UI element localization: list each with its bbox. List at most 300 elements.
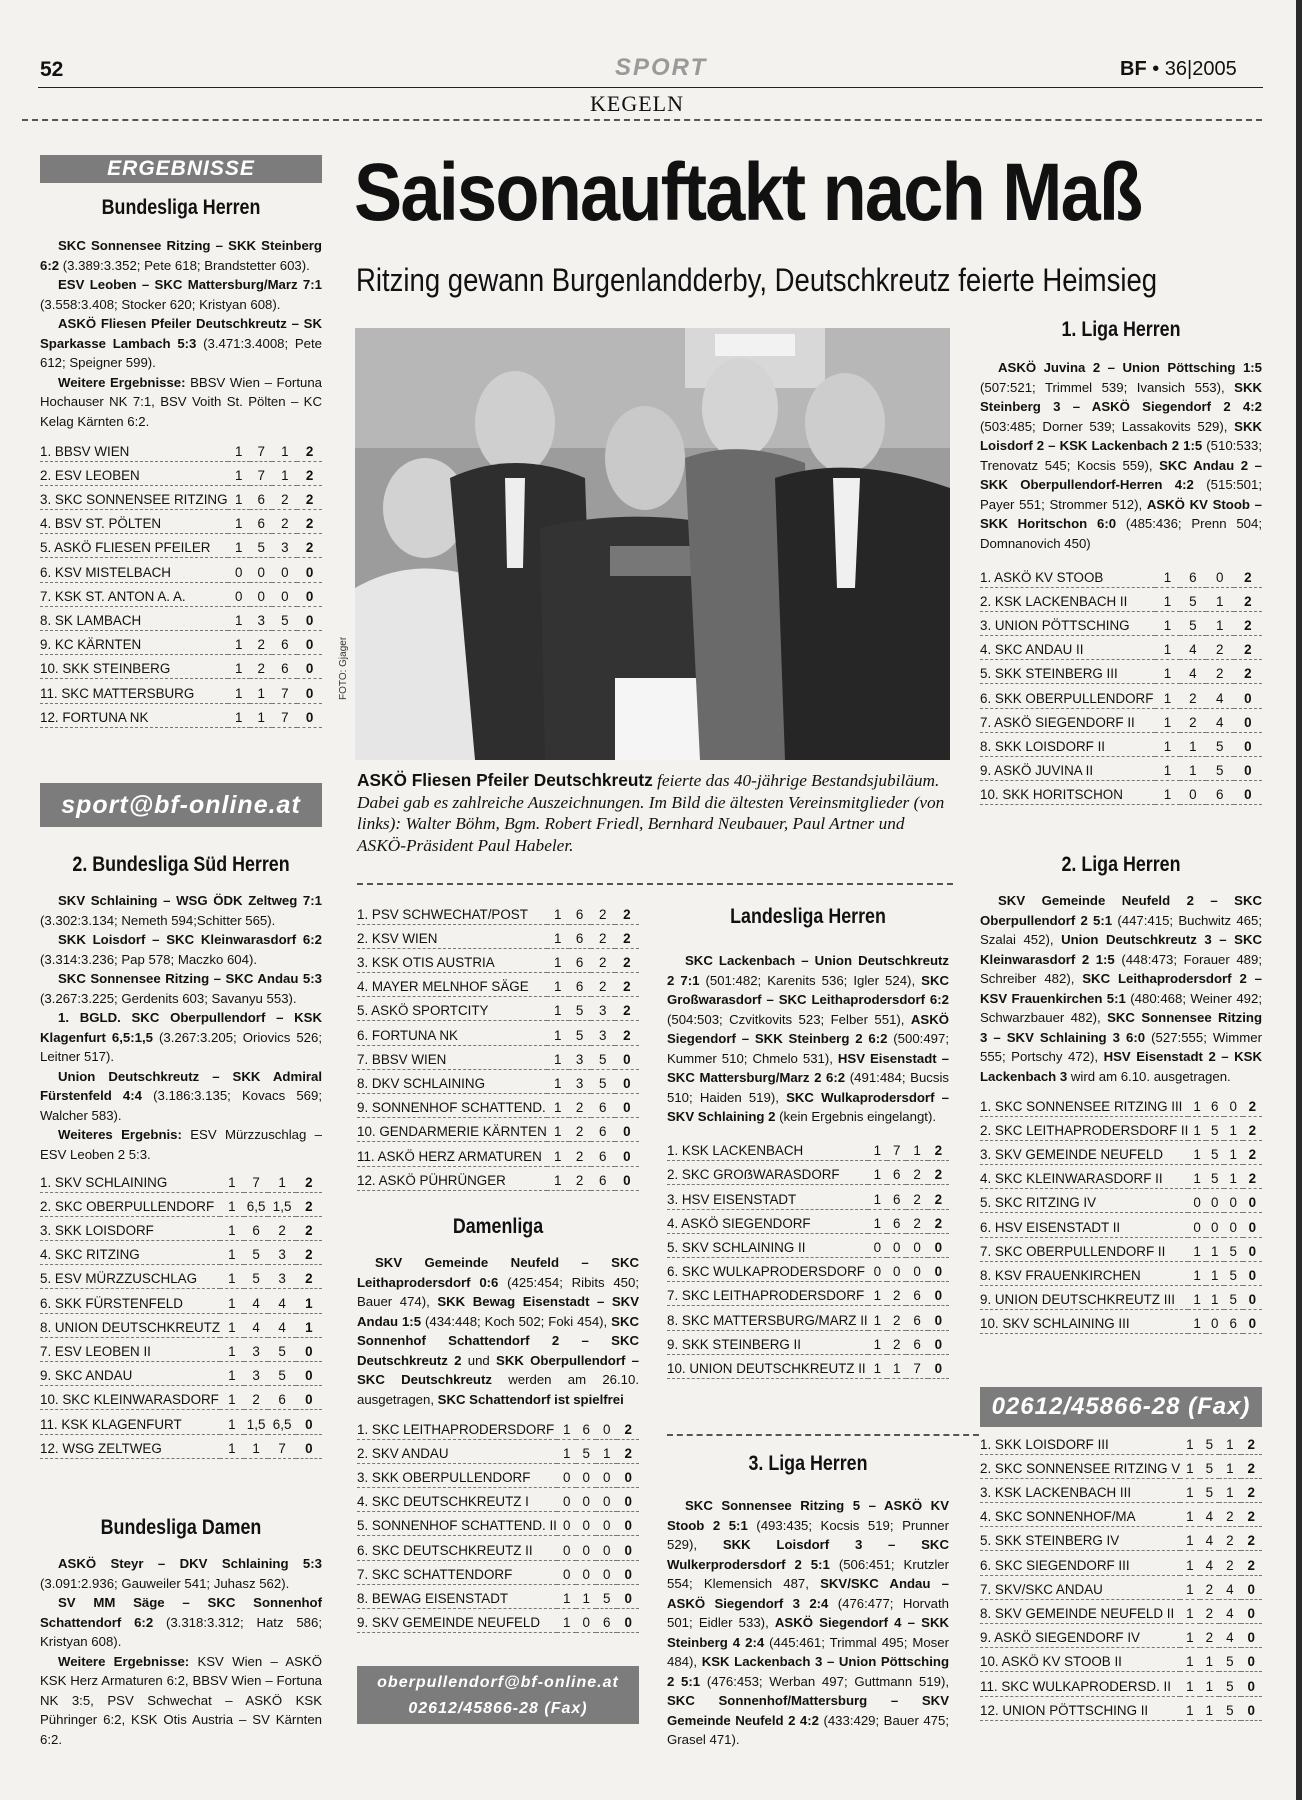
stat-cell: 6 <box>887 1209 906 1233</box>
stat-cell: 0 <box>1206 1310 1224 1334</box>
points-cell: 0 <box>928 1233 949 1257</box>
team-name-cell: 3. HSV EISENSTADT <box>667 1185 868 1209</box>
stat-cell: 1 <box>228 703 250 727</box>
stat-cell: 1 <box>228 485 250 509</box>
stat-cell: 2 <box>906 1161 927 1185</box>
team-name-cell: 3. SKK LOISDORF <box>40 1216 220 1240</box>
stat-cell: 2 <box>887 1282 906 1306</box>
points-cell: 0 <box>1243 1261 1262 1285</box>
team-name-cell: 4. SKC KLEINWARASDORF II <box>980 1165 1188 1189</box>
stat-cell: 0 <box>576 1609 596 1633</box>
stat-cell: 1 <box>1180 1672 1200 1696</box>
stat-cell: 0 <box>576 1536 596 1560</box>
stat-cell: 1 <box>547 1094 569 1118</box>
stat-cell: 2 <box>1200 1575 1220 1599</box>
points-cell: 2 <box>1241 1551 1262 1575</box>
stat-cell: 6 <box>272 655 297 679</box>
stat-cell: 5 <box>1206 732 1234 756</box>
stat-cell: 4 <box>1180 636 1205 660</box>
stat-cell: 0 <box>1224 1189 1243 1213</box>
points-cell: 2 <box>296 1265 322 1289</box>
stat-cell: 2 <box>1180 708 1205 732</box>
stat-cell: 2 <box>272 485 297 509</box>
stat-cell: 5 <box>591 1069 615 1093</box>
bundesliga-herren-table <box>40 437 322 728</box>
stat-cell: 0 <box>576 1560 596 1584</box>
section-label: SPORT <box>615 54 708 81</box>
table-row <box>980 1551 1262 1575</box>
bundesliga2-title: 2. Bundesliga Süd Herren <box>72 853 290 876</box>
table-row <box>980 1648 1262 1672</box>
points-cell: 2 <box>297 534 322 558</box>
stat-cell: 2 <box>250 655 272 679</box>
stat-cell: 1 <box>220 1241 244 1265</box>
stat-cell: 5 <box>569 1021 591 1045</box>
stat-cell: 1 <box>547 1142 569 1166</box>
points-cell: 0 <box>1241 1648 1262 1672</box>
team-name-cell: 2. SKC GROẞWARASDORF <box>667 1161 868 1185</box>
stat-cell: 0 <box>576 1512 596 1536</box>
stat-cell: 5 <box>596 1584 617 1608</box>
table-row <box>980 781 1262 805</box>
table-row <box>980 1237 1262 1261</box>
table-row <box>980 1261 1262 1285</box>
stat-cell: 4 <box>1180 660 1205 684</box>
table-row <box>980 1599 1262 1623</box>
table-row <box>40 1216 322 1240</box>
stat-cell: 2 <box>272 510 297 534</box>
liga1-results: ASKÖ Juvina 2 – Union Pöttsching 1:5 (507:521; Trimmel 539; Ivansich 553), SKK Steinberg 3 – ASKÖ Siegendorf 2 4:2 (503:485; Dorner 539; Lassakovits 529), SKK Loisdorf 2 – KSK Lackenbach 2 1:5 (510:533; Trenovatz 545; Kocsis 559), SKC Andau 2 – SKK Oberpullendorf-Herren 4:2 (515:501; Payer 551; Strommer 512), ASKÖ KV Stoob – SKK Horitschon 6:0 (485:436; Prenn 504; Domnanovich 450) <box>980 360 1262 551</box>
stat-cell: 0 <box>1188 1213 1206 1237</box>
stat-cell: 3 <box>272 534 297 558</box>
stat-cell: 0 <box>250 558 272 582</box>
team-name-cell: 1. KSK LACKENBACH <box>667 1137 868 1161</box>
table-row <box>980 1575 1262 1599</box>
stat-cell: 1 <box>250 703 272 727</box>
stat-cell: 6 <box>569 900 591 924</box>
stat-cell: 5 <box>569 997 591 1021</box>
stat-cell: 7 <box>272 703 297 727</box>
table-row <box>357 1166 639 1190</box>
stat-cell: 0 <box>576 1488 596 1512</box>
points-cell: 0 <box>1243 1237 1262 1261</box>
team-name-cell: 3. SKK OBERPULLENDORF <box>357 1463 557 1487</box>
team-name-cell: 7. SKV/SKC ANDAU <box>980 1575 1180 1599</box>
points-cell: 2 <box>928 1137 949 1161</box>
points-cell: 0 <box>928 1282 949 1306</box>
stat-cell: 6 <box>596 1609 617 1633</box>
stat-cell: 6 <box>250 510 272 534</box>
stat-cell: 6,5 <box>244 1192 269 1216</box>
stat-cell: 1 <box>268 1168 295 1192</box>
stat-cell: 0 <box>1206 1213 1224 1237</box>
team-name-cell: 5. SKK STEINBERG III <box>980 660 1155 684</box>
stat-cell: 0 <box>868 1233 887 1257</box>
stat-cell: 3 <box>244 1362 269 1386</box>
table-row <box>667 1209 949 1233</box>
stat-cell: 6,5 <box>268 1410 295 1434</box>
points-cell: 2 <box>1234 660 1262 684</box>
table-row <box>40 1337 322 1361</box>
points-cell: 2 <box>1243 1140 1262 1164</box>
stat-cell: 1 <box>220 1434 244 1458</box>
caption-dashed-rule <box>357 883 953 885</box>
points-cell: 1 <box>296 1289 322 1313</box>
stat-cell: 2 <box>1200 1624 1220 1648</box>
table-row <box>357 1439 639 1463</box>
points-cell: 0 <box>296 1386 322 1410</box>
stat-cell: 2 <box>250 631 272 655</box>
points-cell: 0 <box>1234 781 1262 805</box>
stat-cell: 0 <box>557 1560 577 1584</box>
team-name-cell: 6. KSV MISTELBACH <box>40 558 228 582</box>
team-name-cell: 4. SKC DEUTSCHKREUTZ I <box>357 1488 557 1512</box>
team-name-cell: 2. SKC LEITHAPRODERSDORF II <box>980 1116 1188 1140</box>
team-name-cell: 5. ASKÖ SPORTCITY <box>357 997 547 1021</box>
team-name-cell: 7. SKC LEITHAPRODERSDORF <box>667 1282 868 1306</box>
points-cell: 1 <box>296 1313 322 1337</box>
stat-cell: 2 <box>1206 636 1234 660</box>
table-row <box>357 900 639 924</box>
stat-cell: 1,5 <box>244 1410 269 1434</box>
photo-caption: ASKÖ Fliesen Pfeiler Deutschkreutz feierte das 40-jährige Bestandsjubiläum. Dabei gab es zahlreiche Auszeichnungen. Im Bild die ältesten Vereinsmitglieder (von links): Walter Böhm, Bgm. Robert Friedl, Bernhard Neubauer, Paul Artner und ASKÖ-Präsident Paul Habeler. <box>357 770 945 855</box>
points-cell: 0 <box>1234 708 1262 732</box>
points-cell: 0 <box>617 1512 639 1536</box>
stat-cell: 1 <box>547 948 569 972</box>
team-name-cell: 2. SKC SONNENSEE RITZING V <box>980 1454 1180 1478</box>
stat-cell: 1 <box>557 1609 577 1633</box>
team-name-cell: 12. UNION PÖTTSCHING II <box>980 1696 1180 1720</box>
stat-cell: 4 <box>268 1313 295 1337</box>
points-cell: 2 <box>615 997 639 1021</box>
table-row <box>980 563 1262 587</box>
stat-cell: 5 <box>1219 1696 1240 1720</box>
stat-cell: 4 <box>268 1289 295 1313</box>
team-name-cell: 2. SKV ANDAU <box>357 1439 557 1463</box>
team-name-cell: 9. SKV GEMEINDE NEUFELD <box>357 1609 557 1633</box>
stat-cell: 3 <box>244 1337 269 1361</box>
stat-cell: 2 <box>906 1185 927 1209</box>
stat-cell: 3 <box>250 606 272 630</box>
points-cell: 0 <box>617 1536 639 1560</box>
team-name-cell: 8. SKK LOISDORF II <box>980 732 1155 756</box>
stat-cell: 1,5 <box>268 1192 295 1216</box>
stat-cell: 0 <box>250 582 272 606</box>
stat-cell: 1 <box>868 1137 887 1161</box>
points-cell: 0 <box>615 1166 639 1190</box>
table-row <box>980 1092 1262 1116</box>
stat-cell: 1 <box>1180 1430 1200 1454</box>
points-cell: 2 <box>1241 1430 1262 1454</box>
stat-cell: 1 <box>228 655 250 679</box>
table-row <box>357 924 639 948</box>
stat-cell: 1 <box>1219 1478 1240 1502</box>
stat-cell: 1 <box>1180 732 1205 756</box>
stat-cell: 1 <box>547 1069 569 1093</box>
team-name-cell: 7. ASKÖ SIEGENDORF II <box>980 708 1155 732</box>
middle-table-column <box>357 900 639 1191</box>
stat-cell: 7 <box>244 1168 269 1192</box>
group-photo <box>355 328 950 760</box>
ergebnisse-banner: ERGEBNISSE <box>40 155 322 183</box>
team-name-cell: 8. BEWAG EISENSTADT <box>357 1584 557 1608</box>
stat-cell: 6 <box>250 485 272 509</box>
page-edge <box>1296 0 1302 1800</box>
points-cell: 0 <box>928 1306 949 1330</box>
stat-cell: 1 <box>868 1282 887 1306</box>
table-row <box>40 461 322 485</box>
stat-cell: 1 <box>1180 1454 1200 1478</box>
damenliga-table <box>357 1415 639 1633</box>
stat-cell: 1 <box>228 631 250 655</box>
points-cell: 2 <box>928 1209 949 1233</box>
stat-cell: 1 <box>1188 1286 1206 1310</box>
stat-cell: 2 <box>591 900 615 924</box>
stat-cell: 6 <box>1180 563 1205 587</box>
stat-cell: 2 <box>569 1094 591 1118</box>
points-cell: 2 <box>296 1168 322 1192</box>
stat-cell: 1 <box>868 1161 887 1185</box>
points-cell: 0 <box>297 655 322 679</box>
stat-cell: 5 <box>272 606 297 630</box>
stat-cell: 5 <box>1206 1116 1224 1140</box>
stat-cell: 3 <box>569 1069 591 1093</box>
stat-cell: 6 <box>1224 1310 1243 1334</box>
stat-cell: 1 <box>1180 1599 1200 1623</box>
team-name-cell: 4. SKC SONNENHOF/MA <box>980 1503 1180 1527</box>
subsection-label: KEGELN <box>590 91 684 116</box>
stat-cell: 1 <box>1155 563 1180 587</box>
points-cell: 0 <box>296 1337 322 1361</box>
team-name-cell: 10. SKK HORITSCHON <box>980 781 1155 805</box>
header-dashed-rule <box>22 119 1262 121</box>
team-name-cell: 6. SKC SIEGENDORF III <box>980 1551 1180 1575</box>
points-cell: 0 <box>928 1257 949 1281</box>
stat-cell: 1 <box>1180 1478 1200 1502</box>
table-row <box>980 1286 1262 1310</box>
stat-cell: 2 <box>1180 684 1205 708</box>
stat-cell: 5 <box>244 1241 269 1265</box>
stat-cell: 5 <box>1206 1165 1224 1189</box>
stat-cell: 0 <box>228 582 250 606</box>
stat-cell: 1 <box>1188 1237 1206 1261</box>
table-row <box>40 1434 322 1458</box>
points-cell: 2 <box>297 437 322 461</box>
team-name-cell: 11. ASKÖ HERZ ARMATUREN <box>357 1142 547 1166</box>
table-row <box>980 1165 1262 1189</box>
stat-cell: 0 <box>596 1536 617 1560</box>
table-row <box>357 1142 639 1166</box>
table-row <box>357 1045 639 1069</box>
table-row <box>357 1560 639 1584</box>
stat-cell: 1 <box>1180 1648 1200 1672</box>
table-row <box>980 1527 1262 1551</box>
team-name-cell: 3. KSK LACKENBACH III <box>980 1478 1180 1502</box>
stat-cell: 1 <box>1180 1527 1200 1551</box>
landesliga-dashed-rule <box>667 1434 979 1436</box>
stat-cell: 0 <box>1188 1189 1206 1213</box>
table-row <box>980 757 1262 781</box>
stat-cell: 4 <box>1206 708 1234 732</box>
team-name-cell: 8. SK LAMBACH <box>40 606 228 630</box>
bundesliga2-table <box>40 1168 322 1459</box>
table-row <box>40 582 322 606</box>
stat-cell: 2 <box>591 924 615 948</box>
stat-cell: 5 <box>1224 1286 1243 1310</box>
table-row <box>357 997 639 1021</box>
stat-cell: 2 <box>268 1216 295 1240</box>
table-row <box>40 558 322 582</box>
points-cell: 2 <box>617 1439 639 1463</box>
stat-cell: 1 <box>1180 757 1205 781</box>
table-row <box>40 679 322 703</box>
stat-cell: 4 <box>1219 1575 1240 1599</box>
stat-cell: 5 <box>591 1045 615 1069</box>
table-row <box>980 1189 1262 1213</box>
team-name-cell: 4. MAYER MELNHOF SÄGE <box>357 973 547 997</box>
stat-cell: 1 <box>228 510 250 534</box>
stat-cell: 1 <box>547 1045 569 1069</box>
stat-cell: 1 <box>1200 1696 1220 1720</box>
team-name-cell: 5. ASKÖ FLIESEN PFEILER <box>40 534 228 558</box>
points-cell: 0 <box>617 1488 639 1512</box>
stat-cell: 3 <box>591 1021 615 1045</box>
table-row <box>357 1069 639 1093</box>
stat-cell: 2 <box>1219 1551 1240 1575</box>
points-cell: 0 <box>297 703 322 727</box>
team-name-cell: 9. SKC ANDAU <box>40 1362 220 1386</box>
points-cell: 0 <box>297 558 322 582</box>
stat-cell: 1 <box>1206 1237 1224 1261</box>
points-cell: 2 <box>928 1185 949 1209</box>
stat-cell: 1 <box>1224 1165 1243 1189</box>
points-cell: 0 <box>617 1584 639 1608</box>
table-row <box>357 973 639 997</box>
table-row <box>40 1386 322 1410</box>
table-row <box>980 1213 1262 1237</box>
stat-cell: 1 <box>220 1362 244 1386</box>
points-cell: 0 <box>297 631 322 655</box>
photo-credit: FOTO: Gjager <box>338 636 349 700</box>
table-row <box>980 1503 1262 1527</box>
team-name-cell: 7. ESV LEOBEN II <box>40 1337 220 1361</box>
team-name-cell: 12. WSG ZELTWEG <box>40 1434 220 1458</box>
team-name-cell: 8. UNION DEUTSCHKREUTZ <box>40 1313 220 1337</box>
stat-cell: 6 <box>887 1161 906 1185</box>
stat-cell: 1 <box>1224 1140 1243 1164</box>
team-name-cell: 3. UNION PÖTTSCHING <box>980 611 1155 635</box>
stat-cell: 1 <box>1206 1286 1224 1310</box>
points-cell: 0 <box>1243 1213 1262 1237</box>
stat-cell: 3 <box>591 997 615 1021</box>
points-cell: 0 <box>1243 1310 1262 1334</box>
table-row <box>980 684 1262 708</box>
team-name-cell: 10. UNION DEUTSCHKREUTZ II <box>667 1354 868 1378</box>
stat-cell: 1 <box>547 1118 569 1142</box>
table-row <box>40 1241 322 1265</box>
team-name-cell: 3. KSK OTIS AUSTRIA <box>357 948 547 972</box>
stat-cell: 1 <box>1155 708 1180 732</box>
table-row <box>357 1021 639 1045</box>
table-row <box>40 437 322 461</box>
stat-cell: 6 <box>906 1330 927 1354</box>
stat-cell: 0 <box>596 1560 617 1584</box>
stat-cell: 3 <box>569 1045 591 1069</box>
liga3-column <box>667 1452 949 1750</box>
points-cell: 2 <box>297 461 322 485</box>
stat-cell: 7 <box>250 437 272 461</box>
team-name-cell: 5. SONNENHOF SCHATTEND. II <box>357 1512 557 1536</box>
stat-cell: 1 <box>547 900 569 924</box>
team-name-cell: 9. SKK STEINBERG II <box>667 1330 868 1354</box>
stat-cell: 5 <box>1206 1140 1224 1164</box>
stat-cell: 6 <box>591 1166 615 1190</box>
table-row <box>667 1330 949 1354</box>
stat-cell: 0 <box>228 558 250 582</box>
stat-cell: 0 <box>596 1415 617 1439</box>
stat-cell: 1 <box>1155 636 1180 660</box>
stat-cell: 0 <box>887 1233 906 1257</box>
stat-cell: 0 <box>272 558 297 582</box>
stat-cell: 1 <box>547 1166 569 1190</box>
stat-cell: 1 <box>1180 1551 1200 1575</box>
stat-cell: 1 <box>1155 684 1180 708</box>
points-cell: 0 <box>297 582 322 606</box>
table-row <box>980 1672 1262 1696</box>
stat-cell: 2 <box>1219 1503 1240 1527</box>
stat-cell: 1 <box>220 1192 244 1216</box>
table-row <box>980 708 1262 732</box>
table-row <box>980 611 1262 635</box>
stat-cell: 7 <box>250 461 272 485</box>
table-row <box>40 606 322 630</box>
team-name-cell: 6. SKC WULKAPRODERSDORF <box>667 1257 868 1281</box>
team-name-cell: 7. KSK ST. ANTON A. A. <box>40 582 228 606</box>
group-photo-illustration <box>355 328 950 760</box>
liga1-title: 1. Liga Herren <box>1061 318 1181 341</box>
team-name-cell: 6. FORTUNA NK <box>357 1021 547 1045</box>
points-cell: 0 <box>1234 757 1262 781</box>
stat-cell: 1 <box>547 973 569 997</box>
stat-cell: 0 <box>596 1488 617 1512</box>
oberpullendorf-fax: 02612/45866-28 (Fax) <box>408 1700 588 1717</box>
stat-cell: 1 <box>228 606 250 630</box>
oberpullendorf-email: oberpullendorf@bf-online.at <box>377 1674 619 1691</box>
stat-cell: 5 <box>250 534 272 558</box>
points-cell: 0 <box>617 1560 639 1584</box>
points-cell: 2 <box>297 485 322 509</box>
stat-cell: 1 <box>868 1209 887 1233</box>
stat-cell: 1 <box>1188 1261 1206 1285</box>
points-cell: 2 <box>615 948 639 972</box>
team-name-cell: 2. KSV WIEN <box>357 924 547 948</box>
table-row <box>667 1306 949 1330</box>
team-name-cell: 9. KC KÄRNTEN <box>40 631 228 655</box>
stat-cell: 1 <box>1155 732 1180 756</box>
points-cell: 2 <box>1241 1478 1262 1502</box>
points-cell: 0 <box>615 1142 639 1166</box>
table-row <box>40 1168 322 1192</box>
stat-cell: 7 <box>887 1137 906 1161</box>
damenliga-results: SKV Gemeinde Neufeld – SKC Leithaprodersdorf 0:6 (425:454; Ribits 450; Bauer 474), SKK Bewag Eisenstadt – SKV Andau 1:5 (434:448; Koch 502; Foki 454), SKC Sonnenhof Schattendorf 2 – SKC Deutschkreutz 2 und SKK Oberpullendorf – SKC Deutschkreutz werden am 26.10. ausgetragen, SKC Schattendorf ist spielfrei <box>357 1255 640 1407</box>
stat-cell: 5 <box>1219 1672 1240 1696</box>
points-cell: 2 <box>1234 611 1262 635</box>
stat-cell: 0 <box>906 1233 927 1257</box>
points-cell: 0 <box>1243 1189 1262 1213</box>
stat-cell: 5 <box>1200 1430 1220 1454</box>
landesliga-results: SKC Lackenbach – Union Deutschkreutz 2 7:1 (501:482; Karenits 536; Igler 524), SKC Großwarasdorf – SKC Leithaprodersdorf 6:2 (504:503; Czvitkovits 523; Felber 551), ASKÖ Siegendorf – SKK Steinberg 2 6:2 (500:497; Kummer 510; Chmelo 531), HSV Eisenstadt – SKC Mattersburg/Marz 2 6:2 (491:484; Bucsis 510; Haiden 519), SKC Wulkaprodersdorf – SKV Schlaining 2 (kein Ergebnis eingelangt). <box>667 953 950 1124</box>
stat-cell: 6 <box>591 1118 615 1142</box>
